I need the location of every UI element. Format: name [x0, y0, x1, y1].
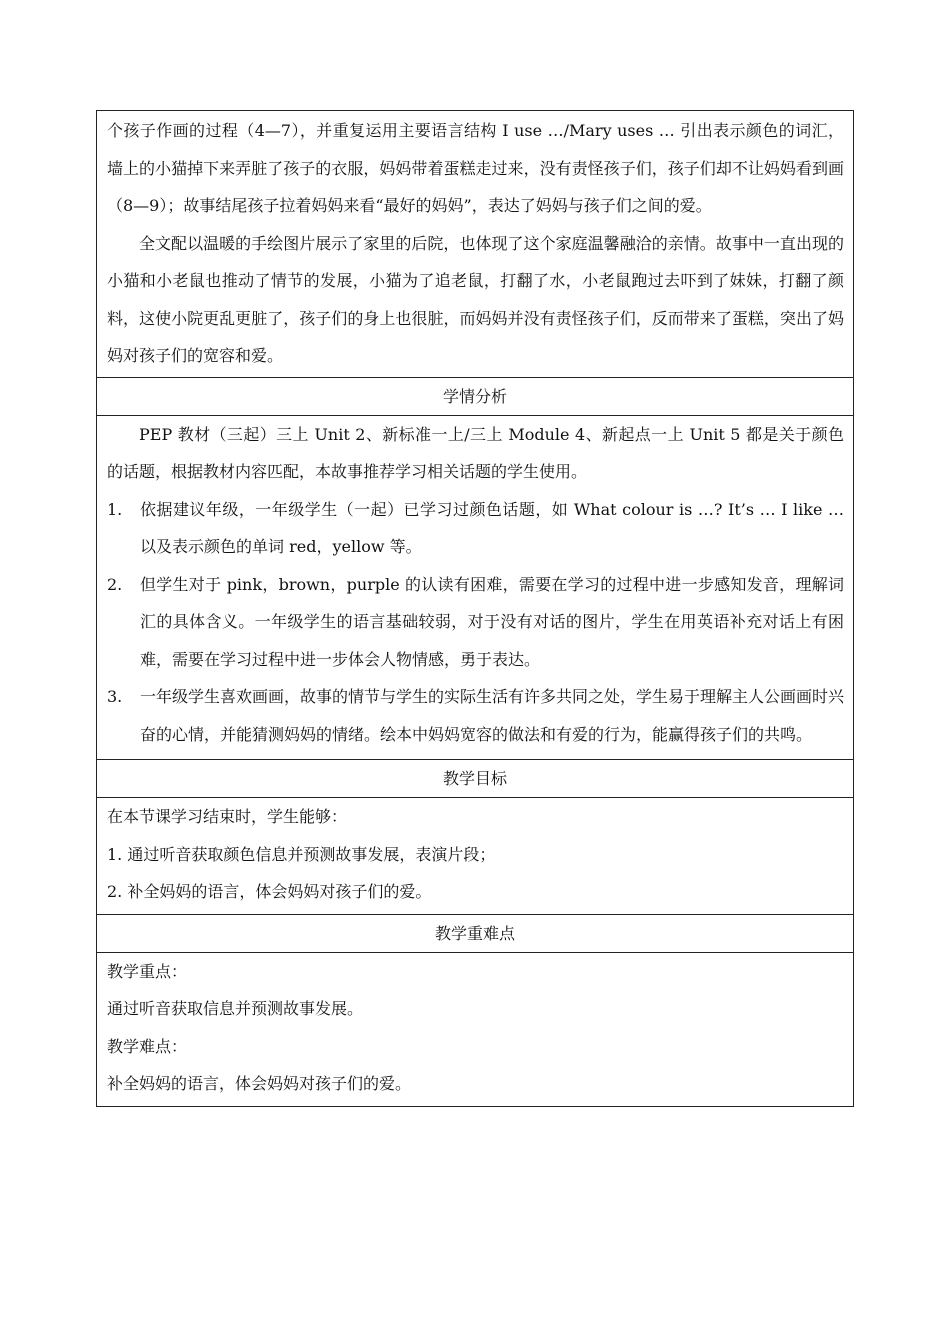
story-intro-paragraph-2: 全文配以温暖的手绘图片展示了家里的后院，也体现了这个家庭温馨融洽的亲情。故事中一直出现的小猫和小老鼠也推动了情节的发展，小猫为了追老鼠，打翻了水，小老鼠跑过去吓到了妹妹，打翻了颜料，这使小院更乱更脏了，孩子们的身上也很脏，而妈妈并没有责怪孩子们，反而带来了蛋糕，突出了妈妈对孩子们的宽容和爱。 — [107, 233, 844, 365]
story-intro-paragraph-1: 个孩子作画的过程（4—7），并重复运用主要语言结构 I use …/Mary uses … 引出表示颜色的词汇，墙上的小猫掉下来弄脏了孩子的衣服，妈妈带着蛋糕走过来，没有责怪孩子们，孩子们却不让妈妈看到画（8—9）；故事结尾孩子拉着妈妈来看“最好的妈妈”，表达了妈妈与孩子们之间的爱。 — [107, 121, 844, 215]
key-points-section — [97, 953, 853, 1106]
analysis-heading: 学情分析 — [97, 378, 853, 416]
analysis-section — [97, 416, 853, 761]
difficulty-label: 教学难点： — [107, 1036, 188, 1056]
key-points-heading: 教学重难点 — [97, 915, 853, 953]
focus-label: 教学重点： — [107, 961, 188, 981]
difficulty-text: 补全妈妈的语言，体会妈妈对孩子们的爱。 — [107, 1074, 412, 1093]
analysis-item-1 — [107, 491, 844, 566]
analysis-item-3 — [107, 678, 844, 753]
goals-heading: 教学目标 — [97, 760, 853, 798]
analysis-item-number: 3. — [107, 687, 123, 706]
analysis-item-text: 但学生对于 pink，brown，purple 的认读有困难，需要在学习的过程中进一步感知发音，理解词汇的具体含义。一年级学生的语言基础较弱，对于没有对话的图片，学生在用英语补充对话上有困难，需要在学习过程中进一步体会人物情感，勇于表达。 — [140, 574, 844, 669]
lesson-plan-table — [96, 110, 854, 1107]
focus-text: 通过听音获取信息并预测故事发展。 — [107, 999, 364, 1018]
goal-item-2: 2. 补全妈妈的语言，体会妈妈对孩子们的爱。 — [107, 882, 432, 901]
story-intro-section — [97, 111, 853, 378]
analysis-item-number: 1. — [107, 499, 123, 519]
analysis-item-text: 依据建议年级，一年级学生（一起）已学习过颜色话题，如 What colour is …? It’s … I like … 以及表示颜色的单词 red，yellow 等。 — [140, 499, 844, 556]
analysis-item-number: 2. — [107, 574, 123, 594]
goal-item-1: 1. 通过听音获取颜色信息并预测故事发展，表演片段； — [107, 844, 496, 864]
analysis-item-2 — [107, 566, 844, 679]
analysis-item-text: 一年级学生喜欢画画，故事的情节与学生的实际生活有许多共同之处，学生易于理解主人公画画时兴奋的心情，并能猜测妈妈的情绪。绘本中妈妈宽容的做法和有爱的行为，能赢得孩子们的共鸣。 — [140, 687, 845, 744]
goals-section — [97, 798, 853, 915]
goals-lead: 在本节课学习结束时，学生能够： — [107, 807, 348, 826]
analysis-lead: PEP 教材（三起）三上 Unit 2、新标准一上/三上 Module 4、新起点一上 Unit 5 都是关于颜色的话题，根据教材内容匹配，本故事推荐学习相关话题的学生使用。 — [107, 424, 844, 481]
